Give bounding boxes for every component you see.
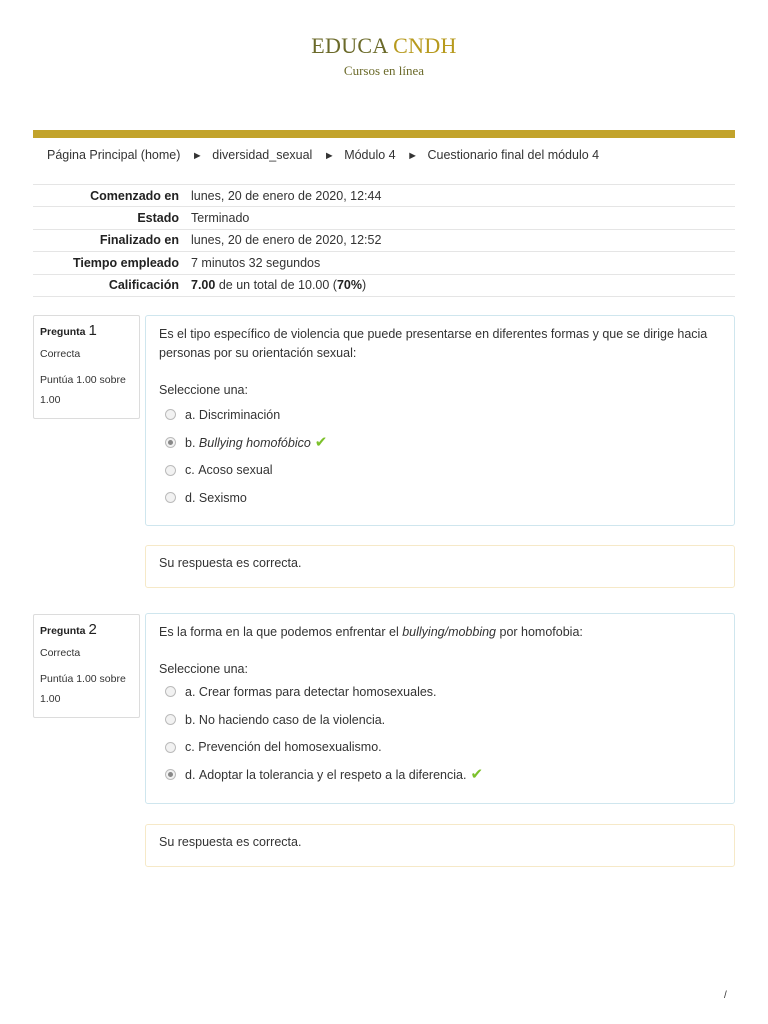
answer-option-a[interactable] [159,678,721,706]
radio-button-selected[interactable] [165,769,176,780]
option-text: Adoptar la tolerancia y el respeto a la diferencia. [198,767,467,782]
radio-button[interactable] [165,714,176,725]
question-text [159,623,721,642]
summary-row-grade [33,275,735,297]
option-text: Discriminación [198,407,281,422]
option-text: Bullying homofóbico [198,435,311,450]
answer-option-c[interactable] [159,733,721,761]
answer-option-c[interactable] [159,456,721,484]
answer-options [159,678,721,789]
summary-value: 7 minutos 32 segundos [191,255,321,270]
breadcrumb-separator-icon: ► [407,150,418,162]
brand-educa: EDUCA [311,33,388,58]
option-text: Crear formas para detectar homosexuales. [198,684,437,699]
question-state: Correcta [40,647,81,659]
question-state: Correcta [40,348,81,360]
option-text: No haciendo caso de la violencia. [198,712,386,727]
option-text: Sexismo [198,490,247,505]
grade-close: ) [362,278,367,293]
question-feedback-1: Su respuesta es correcta. [145,545,735,588]
summary-row-started [33,185,735,207]
summary-label: Calificación [108,278,179,293]
breadcrumb-quiz-link[interactable]: Cuestionario final del módulo 4 [427,148,600,162]
question-formulation-1 [145,315,735,526]
summary-value: Terminado [191,211,250,226]
summary-label: Tiempo empleado [72,255,179,270]
question-num: 2 [88,621,97,638]
answer-prompt: Seleccione una: [159,383,248,397]
grade-total: de un total de 10.00 ( [215,278,337,293]
summary-label: Estado [137,211,179,226]
option-letter: d. [185,767,196,782]
question-label: Pregunta [40,326,86,338]
answer-option-d[interactable] [159,484,721,512]
question-num: 1 [88,322,97,339]
question-text-part: Es la forma en la que podemos enfrentar el [159,625,403,639]
option-letter: a. [185,407,196,422]
option-letter: c. [185,463,195,478]
question-number [40,621,133,638]
radio-button-selected[interactable] [165,437,176,448]
summary-label: Finalizado en [99,233,179,248]
summary-value: lunes, 20 de enero de 2020, 12:52 [191,233,382,248]
correct-checkmark-icon: ✔ [314,434,328,452]
radio-button[interactable] [165,492,176,503]
summary-row-state [33,207,735,229]
question-grade: Puntúa 1.00 sobre 1.00 [40,374,126,406]
answer-options [159,401,721,512]
option-letter: c. [185,740,195,755]
attempt-summary-table [33,184,735,297]
breadcrumb-home-link[interactable]: Página Principal (home) [47,148,181,162]
option-text: Acoso sexual [198,463,273,478]
page-marker: / [724,990,727,1001]
summary-row-time [33,252,735,274]
grade-score: 7.00 [191,278,216,293]
breadcrumb-course-link[interactable]: diversidad_sexual [212,148,313,162]
breadcrumb-separator-icon: ► [323,150,335,162]
header-divider-bar [33,130,735,138]
question-number [40,322,133,339]
question-formulation-2 [145,613,735,804]
question-info-2 [33,614,140,718]
radio-button[interactable] [165,742,176,753]
site-logo[interactable] [0,33,768,59]
grade-percent: 70% [336,278,362,293]
option-text: Prevención del homosexualismo. [198,740,382,755]
option-letter: b. [185,435,196,450]
summary-row-finished [33,230,735,252]
summary-value [179,278,366,292]
brand-cndh: CNDH [393,33,457,58]
answer-option-b[interactable] [159,706,721,734]
question-text-part: por homofobia: [496,625,583,639]
radio-button[interactable] [165,465,176,476]
option-letter: b. [185,712,196,727]
option-letter: d. [185,490,196,505]
answer-option-d[interactable] [159,761,721,789]
summary-label: Comenzado en [90,188,179,203]
question-grade: Puntúa 1.00 sobre 1.00 [40,673,126,705]
question-label: Pregunta [40,625,86,637]
answer-option-b[interactable] [159,429,721,457]
radio-button[interactable] [165,686,176,697]
breadcrumb-module-link[interactable]: Módulo 4 [344,148,396,162]
summary-value: lunes, 20 de enero de 2020, 12:44 [191,188,382,203]
breadcrumb-separator-icon: ► [191,150,203,162]
answer-prompt: Seleccione una: [159,662,248,676]
answer-option-a[interactable] [159,401,721,429]
question-text: Es el tipo específico de violencia que puede presentarse en diferentes formas y que se dirige hacia personas por su orientación sexual: [159,327,708,360]
correct-checkmark-icon: ✔ [470,766,484,784]
question-feedback-2: Su respuesta es correcta. [145,824,735,867]
option-letter: a. [185,684,196,699]
question-text-italic: bullying/mobbing [402,625,497,639]
breadcrumb [47,148,599,162]
site-tagline: Cursos en línea [343,63,425,78]
question-info-1 [33,315,140,419]
radio-button[interactable] [165,409,176,420]
